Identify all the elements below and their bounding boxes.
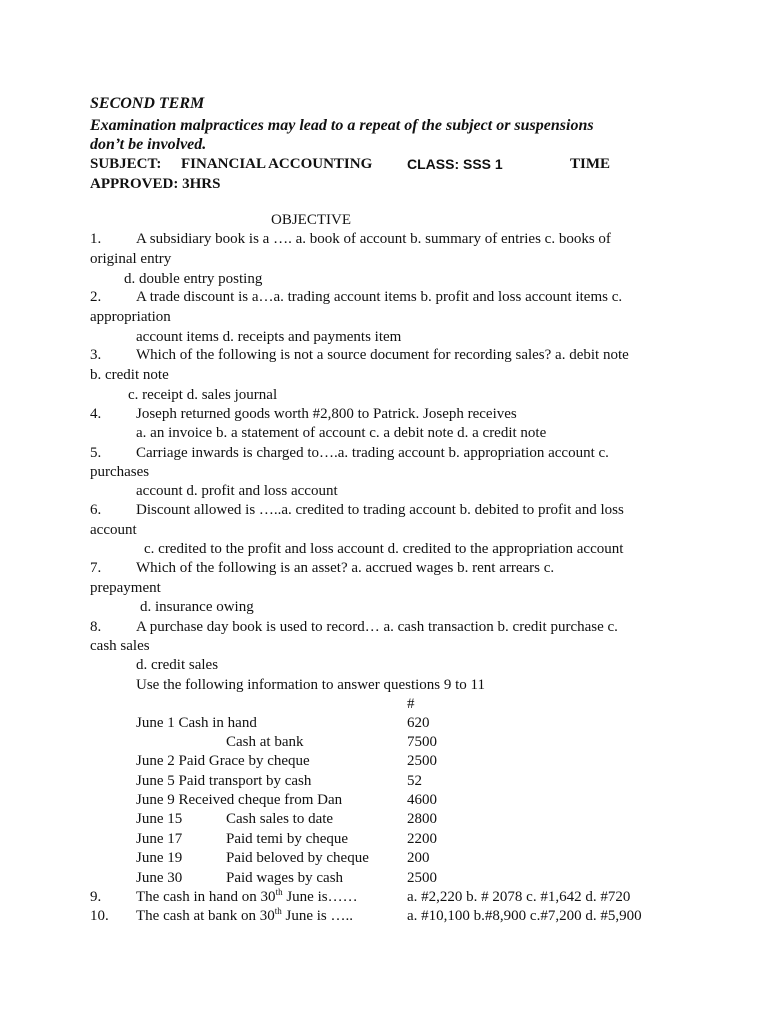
question-text: Carriage inwards is charged to….a. trading account b. appropriation account c.: [136, 445, 609, 461]
question-options: d. credit sales: [136, 657, 219, 673]
class-label: CLASS: SSS 1: [407, 156, 503, 172]
info-row-amount: 4600: [407, 792, 437, 808]
info-row-date: June 30: [136, 870, 183, 886]
currency-header: #: [407, 696, 415, 712]
question-number: 4.: [90, 406, 102, 422]
info-row-date: June 9 Received cheque from Dan: [136, 792, 343, 808]
question-text: Which of the following is not a source document for recording sales? a. debit note: [136, 347, 629, 363]
subject-value: FINANCIAL ACCOUNTING: [181, 156, 373, 172]
question-number: 6.: [90, 502, 102, 518]
info-intro: Use the following information to answer questions 9 to 11: [136, 677, 485, 693]
info-row-amount: 52: [407, 773, 422, 789]
section-title: OBJECTIVE: [271, 212, 351, 228]
info-row-desc: Paid beloved by cheque: [226, 850, 369, 866]
question-text-post: June is …..: [281, 908, 353, 924]
question-text: cash sales: [90, 638, 150, 654]
question-options: a. #10,100 b.#8,900 c.#7,200 d. #5,900: [407, 908, 642, 924]
question-options: c. credited to the profit and loss account d. credited to the appropriation account: [144, 541, 624, 557]
question-text: Joseph returned goods worth #2,800 to Patrick. Joseph receives: [136, 406, 517, 422]
info-row-amount: 200: [407, 850, 430, 866]
question-options: a. an invoice b. a statement of account c. a debit note d. a credit note: [136, 425, 547, 441]
question-text: original entry: [90, 251, 172, 267]
question-text-pre: The cash in hand on 30: [136, 889, 276, 905]
info-row-date: June 2 Paid Grace by cheque: [136, 753, 310, 769]
subject-label: SUBJECT:: [90, 156, 162, 172]
question-number: 5.: [90, 445, 102, 461]
info-row-date: June 15: [136, 811, 183, 827]
question-text-pre: The cash at bank on 30: [136, 908, 275, 924]
info-row-amount: 2800: [407, 811, 437, 827]
question-text: A trade discount is a…a. trading account items b. profit and loss account items c.: [136, 289, 623, 305]
superscript: th: [274, 906, 282, 916]
info-row-date: June 19: [136, 850, 183, 866]
info-row-desc: Cash sales to date: [226, 811, 334, 827]
question-text: Discount allowed is …..a. credited to trading account b. debited to profit and loss: [136, 502, 624, 518]
question-text: appropriation: [90, 309, 171, 325]
info-row-date: June 1 Cash in hand: [136, 715, 257, 731]
time-label: TIME: [570, 156, 611, 172]
info-row-desc: Cash at bank: [226, 734, 304, 750]
question-text: purchases: [90, 464, 150, 480]
question-number: 10.: [90, 908, 109, 924]
question-number: 9.: [90, 889, 102, 905]
question-options: account d. profit and loss account: [136, 483, 338, 499]
info-row-date: June 17: [136, 831, 183, 847]
question-text: A purchase day book is used to record… a. cash transaction b. credit purchase c.: [136, 619, 618, 635]
info-row-amount: 620: [407, 715, 430, 731]
warning-line-1: Examination malpractices may lead to a repeat of the subject or suspensions: [90, 117, 594, 134]
info-row-amount: 2200: [407, 831, 437, 847]
term-heading: SECOND TERM: [90, 95, 205, 112]
approved-time: APPROVED: 3HRS: [90, 176, 221, 192]
question-text: [136, 907, 353, 926]
question-number: 2.: [90, 289, 102, 305]
question-number: 1.: [90, 231, 102, 247]
info-row-amount: 2500: [407, 870, 437, 886]
info-row-date: June 5 Paid transport by cash: [136, 773, 312, 789]
question-text: account: [90, 522, 137, 538]
info-row-amount: 2500: [407, 753, 437, 769]
question-options: account items d. receipts and payments item: [136, 329, 402, 345]
question-options: a. #2,220 b. # 2078 c. #1,642 d. #720: [407, 889, 631, 905]
warning-line-2: don’t be involved.: [90, 136, 207, 153]
info-row-desc: Paid wages by cash: [226, 870, 344, 886]
info-row-desc: Paid temi by cheque: [226, 831, 349, 847]
info-row-amount: 7500: [407, 734, 437, 750]
question-text-post: June is……: [282, 889, 358, 905]
question-number: 8.: [90, 619, 102, 635]
superscript: th: [275, 887, 283, 897]
question-number: 3.: [90, 347, 102, 363]
question-text: [136, 888, 358, 907]
question-options: d. double entry posting: [124, 271, 263, 287]
question-text: b. credit note: [90, 367, 169, 383]
question-text: prepayment: [90, 580, 161, 596]
question-number: 7.: [90, 560, 102, 576]
question-text: A subsidiary book is a …. a. book of account b. summary of entries c. books of: [136, 231, 611, 247]
question-options: c. receipt d. sales journal: [128, 387, 278, 403]
question-text: Which of the following is an asset? a. accrued wages b. rent arrears c.: [136, 560, 555, 576]
question-options: d. insurance owing: [140, 599, 254, 615]
